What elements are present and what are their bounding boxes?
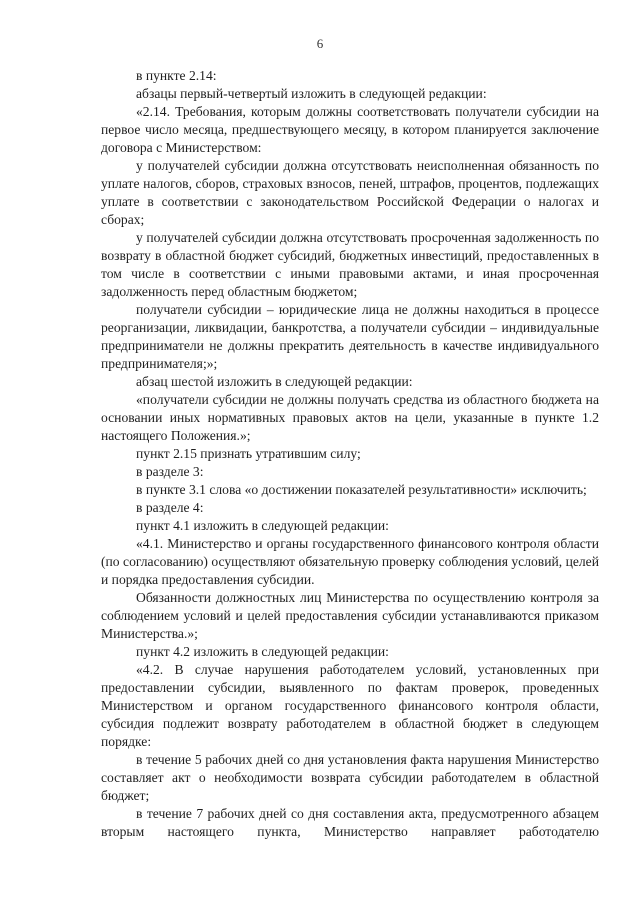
paragraph: в пункте 2.14: (136, 68, 217, 83)
paragraph: абзацы первый-четвертый изложить в следующей редакции: (136, 86, 487, 101)
paragraph: пункт 4.2 изложить в следующей редакции: (136, 644, 389, 659)
page-number: 6 (316, 36, 324, 51)
paragraph: в разделе 4: (136, 500, 204, 515)
paragraph: пункт 2.15 признать утратившим силу; (136, 446, 361, 461)
paragraph: «4.2. В случае нарушения работодателем условий, установленных при предоставлении субсидии, выявленного по фактам проверок, проведенных Министерством и органом государственного финансового контроля области, субсидия подлежит возврату работодателем в областной бюджет в следующем порядке: (101, 662, 599, 749)
paragraph: «2.14. Требования, которым должны соответствовать получатели субсидии на первое число месяца, предшествующего месяцу, в котором планируется заключение договора с Министерством: (101, 104, 599, 155)
document-body (101, 67, 599, 841)
paragraph: получатели субсидии – юридические лица не должны находиться в процессе реорганизации, ликвидации, банкротства, а получатели субсидии – индивидуальные предприниматели не должны прекратить деятельность в качестве индивидуального предпринимателя;»; (101, 302, 599, 371)
paragraph: в течение 7 рабочих дней со дня составления акта, предусмотренного абзацем вторым настоящего пункта, Министерство направляет работодателю (101, 806, 599, 839)
paragraph: в течение 5 рабочих дней со дня установления факта нарушения Министерство составляет акт о необходимости возврата субсидии работодателем в областной бюджет; (101, 752, 599, 803)
paragraph: у получателей субсидии должна отсутствовать просроченная задолженность по возврату в областной бюджет субсидий, бюджетных инвестиций, предоставленных в том числе в соответствии с иными правовыми актами, и иная просроченная задолженность перед областным бюджетом; (101, 230, 599, 299)
paragraph: «получатели субсидии не должны получать средства из областного бюджета на основании иных нормативных правовых актов на цели, указанные в пункте 1.2 настоящего Положения.»; (101, 392, 599, 443)
paragraph: Обязанности должностных лиц Министерства по осуществлению контроля за соблюдением условий и целей предоставления субсидии устанавливаются приказом Министерства.»; (101, 590, 599, 641)
paragraph: «4.1. Министерство и органы государственного финансового контроля области (по согласованию) осуществляют обязательную проверку соблюдения условий, целей и порядка предоставления субсидии. (101, 536, 599, 587)
paragraph: пункт 4.1 изложить в следующей редакции: (136, 518, 389, 533)
paragraph: в разделе 3: (136, 464, 204, 479)
paragraph: в пункте 3.1 слова «о достижении показателей результативности» исключить; (136, 482, 587, 497)
paragraph: у получателей субсидии должна отсутствовать неисполненная обязанность по уплате налогов, сборов, страховых взносов, пеней, штрафов, процентов, подлежащих уплате в соответствии с законодательством Российской Федерации о налогах и сборах; (101, 158, 599, 227)
paragraph: абзац шестой изложить в следующей редакции: (136, 374, 413, 389)
